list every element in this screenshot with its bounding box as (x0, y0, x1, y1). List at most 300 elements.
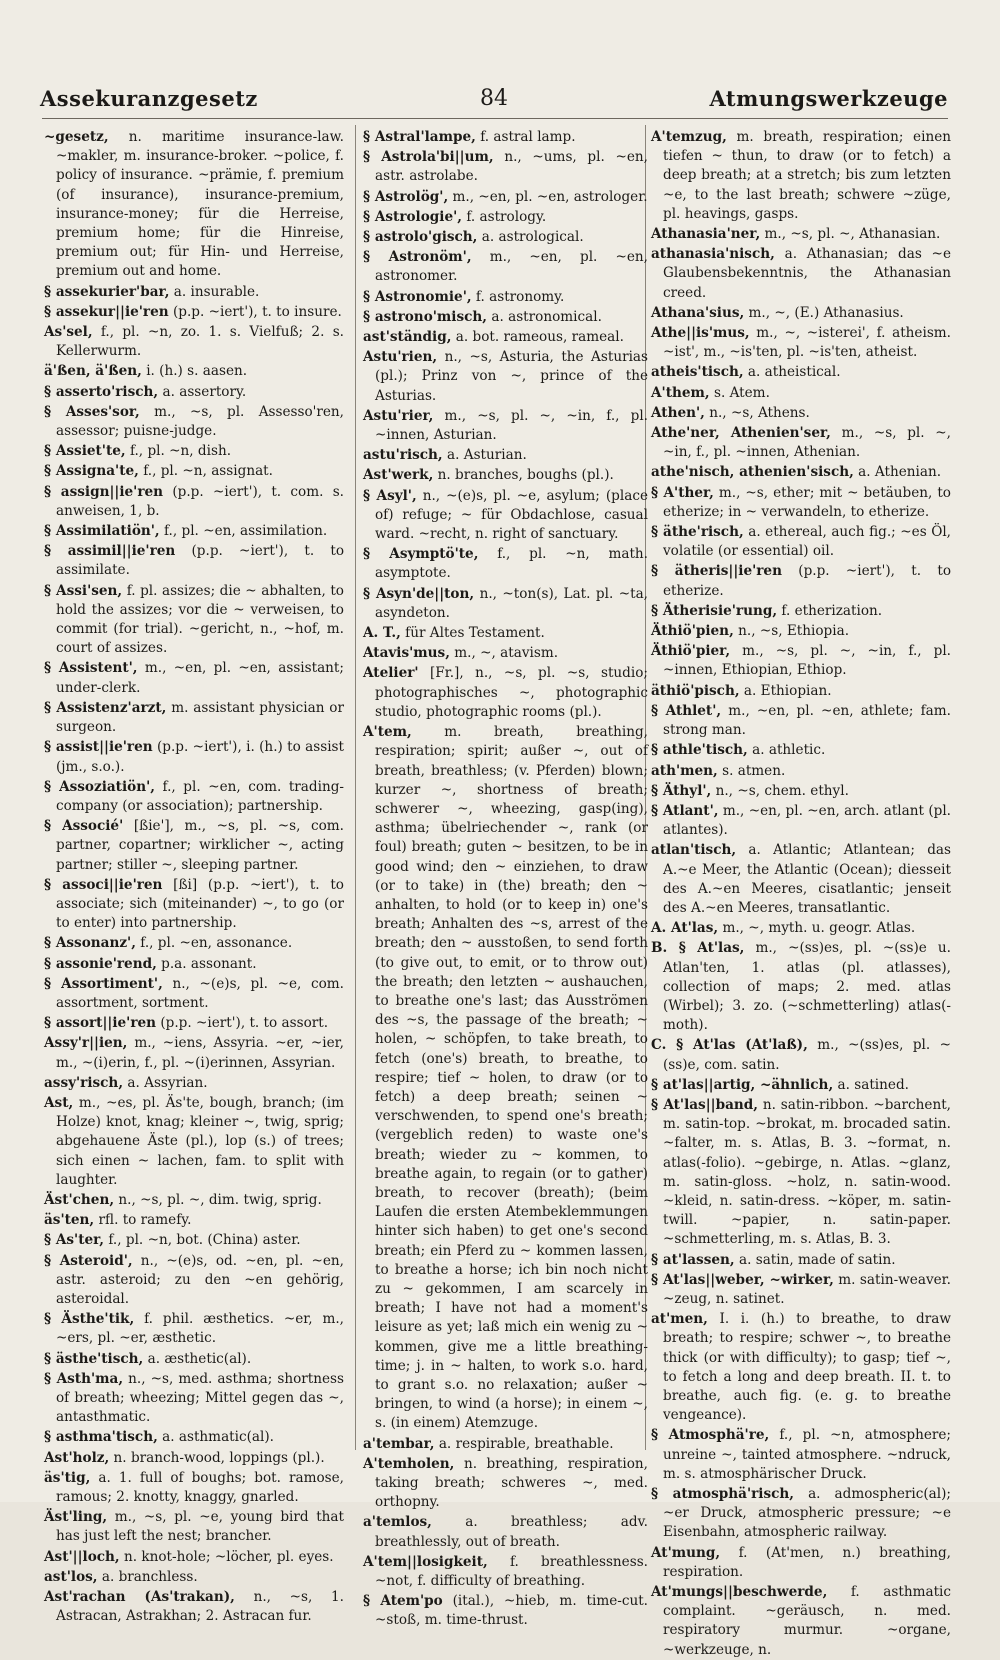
entry-headword: § assist||ie'ren (44, 739, 153, 756)
entry-definition: a. Athenian. (858, 464, 942, 481)
entry-headword: § at'lassen, (651, 1251, 735, 1268)
entry-definition: m., ~, ~isterei', f. atheism. ~ist', m., ~is'ten, pl. ~is'ten, atheist. (663, 325, 952, 361)
entry-headword: § Asses'sor, (44, 403, 140, 420)
entry-definition: n. branch-wood, loppings (pl.). (113, 1449, 325, 1466)
dictionary-entry (651, 1544, 951, 1582)
entry-definition: a. atheistical. (747, 364, 841, 381)
dictionary-entry (44, 1034, 344, 1072)
dictionary-entry (363, 644, 648, 663)
entry-definition: m., ~s, pl. ~, ~in, f., pl. ~innen, Ethiopian, Ethiop. (663, 643, 951, 679)
entry-headword: Äthiö'pien, (651, 623, 734, 640)
dictionary-entry (651, 128, 951, 224)
entry-headword: ath'men, (651, 762, 718, 779)
entry-definition: f., pl. ~en, com. trading-company (or association); partnership. (56, 778, 345, 814)
dictionary-entry (363, 288, 648, 307)
dictionary-entry (651, 741, 951, 760)
entry-definition: n., ~s, med. asthma; shortness of breath; wheezing; Mittel gegen das ~, antasthmatic. (56, 1370, 345, 1426)
entry-headword: a'tembar, (363, 1435, 435, 1452)
entry-definition: m., ~, (E.) Athanasius. (748, 304, 904, 321)
column-divider (355, 125, 356, 1450)
dictionary-entry (44, 128, 344, 282)
entry-definition: f. (At'men, n.) breathing, respiration. (663, 1544, 952, 1580)
entry-definition: [Fr.], n., ~s, pl. ~s, studio; photographisches ~, photographic studio, photographic rooms (pl.). (375, 665, 648, 720)
entry-definition: n., ~s, pl. ~, dim. twig, sprig. (118, 1191, 322, 1208)
dictionary-entry (363, 1435, 648, 1454)
entry-headword: § Assiet'te, (44, 443, 126, 460)
dictionary-entry (651, 1076, 951, 1095)
entry-headword: § Ästhe'tik, (44, 1311, 135, 1328)
dictionary-entry (44, 1310, 344, 1348)
entry-headword: § atmosphä'risch, (651, 1486, 794, 1503)
entry-headword: § Astrolög', (363, 188, 449, 205)
dictionary-entry (44, 442, 344, 461)
entry-headword: § at'las||artig, ~ähnlich, (651, 1076, 834, 1093)
entry-definition: m., ~, atavism. (454, 645, 559, 662)
entry-definition: n., ~(e)s, od. ~en, pl. ~en, astr. asteroid; zu den ~en gehörig, asteroidal. (56, 1252, 344, 1307)
entry-headword: § Astrologie', (363, 208, 462, 225)
entry-definition: (p.p. ~iert'), t. to etherize. (663, 563, 952, 599)
entry-definition: a. satin, made of satin. (738, 1251, 896, 1268)
dictionary-entry (651, 602, 951, 621)
entry-headword: äthiö'pisch, (651, 682, 740, 699)
entry-headword: ast'ständig, (363, 329, 452, 346)
dictionary-entry (44, 303, 344, 322)
entry-definition: f. astronomy. (475, 288, 565, 305)
column-2 (363, 128, 649, 1629)
entry-definition: rfl. to ramefy. (98, 1212, 192, 1229)
dictionary-entry (363, 585, 648, 623)
dictionary-entry (44, 403, 344, 441)
entry-headword: a'temlos, (363, 1514, 432, 1531)
column-3 (651, 128, 952, 1658)
dictionary-entry (363, 466, 648, 485)
entry-headword: assy'risch, (44, 1074, 124, 1091)
entry-headword: ä'ßen, ä'ßen, (44, 363, 142, 380)
entry-definition: a. astronomical. (491, 308, 602, 325)
entry-definition: für Altes Testament. (405, 625, 545, 642)
entry-headword: § Asyn'de||ton, (363, 585, 475, 602)
entry-headword: § At'las||weber, ~wirker, (651, 1271, 834, 1288)
entry-headword: § Ätherisie'rung, (651, 602, 778, 619)
entry-headword: A'them, (651, 384, 710, 401)
entry-headword: ast'los, (44, 1568, 98, 1585)
dictionary-entry (363, 188, 648, 207)
entry-headword: atheis'tisch, (651, 364, 744, 381)
entry-headword: § assign||ie'ren (44, 483, 164, 500)
entry-definition: m., ~s, pl. ~e, young bird that has just left the nest; brancher. (56, 1509, 344, 1545)
dictionary-entry (651, 562, 951, 600)
entry-definition: n. breathing, respiration, taking breath; schweres ~, med. orthopny. (375, 1455, 648, 1511)
entry-headword: § Assigna'te, (44, 463, 139, 480)
dictionary-entry (44, 1548, 344, 1567)
dictionary-entry (44, 659, 344, 697)
entry-definition: a. assertory. (162, 383, 247, 400)
entry-headword: Astu'rier, (363, 407, 434, 424)
dictionary-entry (44, 1074, 344, 1093)
dictionary-entry (363, 248, 648, 286)
dictionary-entry (363, 545, 648, 583)
dictionary-entry (651, 225, 951, 244)
dictionary-entry (651, 1096, 951, 1250)
dictionary-entry (44, 1350, 344, 1369)
entry-definition: m., ~s, ether; mit ~ betäuben, to etherize; in ~ verwandeln, to etherize. (663, 484, 951, 520)
dictionary-entry (44, 975, 344, 1013)
dictionary-entry (44, 1231, 344, 1250)
entry-definition: a. athletic. (752, 742, 826, 759)
entry-headword: § Astronomie', (363, 288, 472, 305)
entry-definition: I. i. (h.) to breathe, to draw breath; to respire; schwer ~, to breathe thick (or with difficulty); to gasp; tief ~, to fetch a long and deep breath. II. t. to breathe, auch fig. (e. g. to breathe vengeance). (663, 1311, 951, 1424)
header-left-guideword: Assekuranzgesetz (40, 86, 258, 111)
entry-definition: [ßi] (p.p. ~iert'), t. to associate; sich (miteinander) ~, to go (or to enter) into partnership. (56, 876, 344, 932)
page-number: 84 (480, 86, 508, 111)
dictionary-entry (651, 424, 951, 462)
entry-headword: § assekurier'bar, (44, 283, 170, 300)
dictionary-entry (651, 762, 951, 781)
entry-definition: f. astrology. (466, 208, 547, 225)
entry-definition: n., ~ums, pl. ~en, astr. astrolabe. (375, 149, 649, 185)
entry-definition: f., pl. ~en, assonance. (140, 935, 293, 952)
entry-definition: m., ~en, pl. ~en, astrologer. (452, 188, 648, 205)
entry-definition: n., ~ton(s), Lat. pl. ~ta, asyndeton. (375, 585, 648, 621)
entry-definition: m. satin-weaver. ~zeug, n. satinet. (663, 1271, 952, 1307)
entry-headword: § As'ter, (44, 1232, 105, 1249)
entry-definition: a. asthmatic(al). (162, 1429, 274, 1446)
entry-headword: äs'tig, (44, 1469, 91, 1486)
entry-headword: Athen', (651, 404, 705, 421)
page-header (40, 86, 948, 118)
entry-headword: § äthe'risch, (651, 524, 744, 541)
entry-definition: m., ~s, pl. ~, ~in, f., pl. ~innen, Athenian. (663, 425, 951, 461)
dictionary-entry (44, 1191, 344, 1210)
entry-headword: § Astronöm', (363, 249, 472, 266)
entry-definition: m., ~s, pl. Assesso'ren, assessor; puisne-judge. (56, 403, 344, 440)
entry-headword: A'tem, (363, 724, 412, 741)
entry-definition: f. pl. assizes; die ~ abhalten, to hold the assizes; vor die ~ verweisen, to commit (for trial). ~gericht, n., ~hof, m. court of assizes. (56, 582, 344, 657)
dictionary-entry (44, 462, 344, 481)
entry-headword: § astrolo'gisch, (363, 229, 478, 246)
dictionary-entry (44, 522, 344, 541)
entry-definition: n. maritime insurance-law. ~makler, m. insurance-broker. ~police, f. policy of insurance. ~prämie, f. premium (of insurance), insurance-premium, insurance-money; für die Herreise, premium home; für die Hinreise, premium out; für Hin- und Herreise, premium out and home. (56, 129, 344, 280)
entry-headword: § A'ther, (651, 484, 714, 501)
entry-definition: m. breath, respiration; einen tiefen ~ thun, to draw (or to fetch) a deep breath; at a stretch; bis zum letzten ~e, to the last breath; schwere ~züge, pl. heavings, gasps. (663, 129, 952, 222)
dictionary-entry (363, 228, 648, 247)
entry-definition: m., ~(ss)es, pl. ~(ss)e, com. satin. (663, 1037, 951, 1073)
dictionary-entry (44, 876, 344, 934)
entry-definition: m. assistant physician or surgeon. (56, 699, 344, 736)
dictionary-entry (44, 1211, 344, 1230)
entry-headword: Äthiö'pier, (651, 643, 731, 660)
entry-definition: m., ~en, pl. ~en, arch. atlant (pl. atlantes). (663, 802, 951, 839)
dictionary-entry (44, 483, 344, 521)
dictionary-entry (363, 148, 648, 186)
dictionary-entry (651, 622, 951, 641)
entry-definition: s. atmen. (722, 762, 786, 779)
header-right-guideword: Atmungswerkzeuge (709, 86, 948, 111)
entry-definition: [ßie'], m., ~s, pl. ~s, com. partner, copartner; wirklicher ~, acting partner; stiller ~, sleeping partner. (56, 818, 345, 873)
entry-definition: n., ~s, Ethiopia. (738, 623, 850, 640)
entry-definition: m., ~s, pl. ~, ~in, f., pl. ~innen, Asturian. (375, 407, 648, 444)
dictionary-entry (651, 523, 951, 561)
entry-headword: A. At'las, (651, 920, 719, 937)
dictionary-entry (651, 245, 951, 303)
dictionary-entry (44, 283, 344, 302)
entry-headword: § asthma'tisch, (44, 1429, 158, 1446)
dictionary-entry (651, 1036, 951, 1074)
dictionary-entry (44, 362, 344, 381)
dictionary-entry (363, 128, 648, 147)
entry-headword: A'tem||losigkeit, (363, 1553, 488, 1570)
entry-definition: (p.p. ~iert'), t. to assort. (160, 1015, 329, 1032)
entry-definition: n., ~(e)s, pl. ~e, asylum; (place of) refuge; ~ für Obdachlose, casual ward. ~recht, n. right of sanctuary. (375, 487, 648, 543)
entry-headword: Äst'ling, (44, 1509, 108, 1526)
dictionary-entry (44, 817, 344, 875)
dictionary-entry (44, 1252, 344, 1310)
entry-definition: f., pl. ~n, zo. 1. s. Vielfuß; 2. s. Kellerwurm. (56, 324, 344, 360)
entry-definition: a. Atlantic; Atlantean; das A.~e Meer, the Atlantic (Ocean); diesseit des A.~en Meeres, cisatlantic; jenseit des A.~en Meeres, transatlantic. (663, 842, 951, 916)
entry-definition: f. phil. æsthetics. ~er, m., ~ers, pl. ~er, æsthetic. (56, 1311, 345, 1347)
dictionary-entry (363, 723, 648, 1434)
entry-definition: f. asthmatic complaint. ~geräusch, n. med. respiratory murmur. ~organe, ~werkzeuge, n. (663, 1584, 951, 1658)
dictionary-entry (363, 407, 648, 445)
entry-headword: § Assortiment', (44, 975, 163, 992)
entry-headword: § astrono'misch, (363, 308, 488, 325)
entry-headword: § Atlant', (651, 802, 719, 819)
entry-definition: m., ~s, pl. ~, Athanasian. (764, 226, 941, 243)
dictionary-entry (44, 778, 344, 816)
entry-headword: A'temzug, (651, 129, 727, 145)
entry-headword: § Astral'lampe, (363, 129, 476, 145)
entry-definition: f., pl. ~n, bot. (China) aster. (108, 1232, 301, 1249)
entry-headword: § Assonanz', (44, 935, 136, 952)
entry-definition: a. insurable. (173, 283, 260, 300)
dictionary-entry (44, 1508, 344, 1546)
entry-definition: a. Assyrian. (127, 1074, 208, 1091)
entry-headword: § Asth'ma, (44, 1370, 124, 1387)
entry-headword: Ast'||loch, (44, 1548, 120, 1565)
entry-headword: A'temholen, (363, 1455, 455, 1472)
entry-headword: äs'ten, (44, 1212, 95, 1229)
dictionary-entry (651, 642, 951, 680)
dictionary-entry (651, 919, 951, 938)
dictionary-entry (44, 582, 344, 659)
dictionary-entry (651, 1310, 951, 1425)
entry-headword: C. § At'las (At'laß), (651, 1037, 808, 1054)
entry-definition: a. Ethiopian. (743, 682, 832, 699)
entry-headword: § Assoziatiön', (44, 778, 155, 795)
dictionary-entry (363, 208, 648, 227)
entry-headword: § athle'tisch, (651, 742, 748, 759)
dictionary-entry (651, 841, 951, 918)
entry-headword: Ast'werk, (363, 467, 434, 484)
entry-definition: f., pl. ~en, assimilation. (164, 523, 328, 540)
entry-headword: astu'risch, (363, 447, 443, 464)
entry-definition: m., ~en, pl. ~en, astronomer. (375, 249, 648, 285)
entry-definition: m., ~(ss)es, pl. ~(ss)e u. Atlan'ten, 1. atlas (pl. atlasses), collection of maps; 2. med. atlas (Wirbel); 3. zo. (~schmetterling) atlas(-moth). (663, 940, 951, 1034)
dictionary-entry (44, 699, 344, 737)
dictionary-entry (651, 802, 951, 840)
entry-headword: § Atmosphä're, (651, 1427, 770, 1444)
entry-definition: f., pl. ~n, math. asymptote. (375, 546, 648, 582)
entry-headword: § Assimilatiön', (44, 523, 160, 540)
dictionary-entry (651, 484, 951, 522)
dictionary-entry (363, 348, 648, 406)
dictionary-entry (363, 1513, 648, 1551)
entry-definition: a. Asturian. (447, 447, 527, 464)
entry-definition: n., ~s, Asturia, the Asturias (pl.); Prinz von ~, prince of the Asturias. (375, 349, 648, 404)
dictionary-entry (363, 1592, 648, 1630)
entry-definition: n., ~s, 1. Astracan, Astrakhan; 2. Astracan fur. (56, 1589, 345, 1625)
entry-headword: Athanasia'ner, (651, 226, 761, 243)
entry-headword: Atavis'mus, (363, 645, 450, 662)
dictionary-entry (651, 702, 951, 740)
dictionary-entry (44, 1568, 344, 1587)
dictionary-entry (651, 463, 951, 482)
entry-definition: m. breath, breathing, respiration; spirit; außer ~, out of breath, breathless; (v. Pferden) blown; kurzer ~, shortness of breath; schwerer ~, wheezing, gasp(ing), asthma; übelriechender ~, rank (or foul) breath; guten ~ besitzen, to be in good wind; den ~ einziehen, to draw (or to take) in (the) breath; den ~ anhalten, to hold (or to keep in) one's breath; Anhalten des ~s, arrest of the breath; den ~ ausstoßen, to send forth (to give out, to emit, or to throw out) the breath; den letzten ~ aushauchen, to breathe one's last; das Ausströmen des ~s, the passage of the breath; ~ holen, ~ schöpfen, to take breath, to fetch (one's) breath, to breathe, to respire; tief ~ holen, to draw (or to fetch) a deep breath; seinen ~ verschwenden, to spend one's breath; (vergeblich reden) to waste one's breath; wieder zu ~ kommen, to breathe again, to regain (or to gather) breath, to recover (breath); (beim Laufen die ersten Atembeklemmungen hinter sich haben) to get one's second breath; ein Pferd zu ~ kommen lassen, to breathe a horse; ich bin noch nicht zu ~ gekommen, I am scarcely in breath; I have not had a moment's leisure as yet; laß mich ein wenig zu ~ kommen, give me a little breathing-time; j. in ~ halten, to work s.o. hard, to grant s.o. no relaxation; außer ~ bringen, to wind (a horse); in einem ~, s. (in einem) Atemzuge. (375, 724, 648, 1432)
entry-headword: § assort||ie'ren (44, 1015, 157, 1032)
entry-definition: i. (h.) s. aasen. (146, 363, 248, 380)
entry-headword: A. T., (363, 625, 401, 642)
dictionary-entry (44, 934, 344, 953)
entry-definition: (p.p. ~iert'), i. (h.) to assist (jm., s.o.). (56, 739, 344, 775)
entry-headword: § ästhe'tisch, (44, 1350, 144, 1367)
dictionary-entry (651, 324, 951, 362)
entry-headword: § At'las||band, (651, 1096, 759, 1113)
column-1 (44, 128, 345, 1625)
dictionary-entry (363, 1553, 648, 1591)
dictionary-entry (363, 328, 648, 347)
dictionary-entry (651, 404, 951, 423)
dictionary-entry (44, 1469, 344, 1507)
dictionary-entry (44, 955, 344, 974)
dictionary-entry (44, 383, 344, 402)
dictionary-entry (44, 1588, 344, 1626)
entry-definition: f. astral lamp. (480, 129, 576, 145)
entry-definition: a. ethereal, auch fig.; ~es Öl, volatile (or essential) oil. (663, 524, 952, 560)
entry-headword: Assy'r||ien, (44, 1035, 128, 1052)
dictionary-entry (651, 1583, 951, 1660)
entry-headword: § associ||ie'ren (44, 876, 163, 893)
entry-definition: f. etherization. (781, 602, 883, 619)
entry-definition: m., ~en, pl. ~en, assistant; under-clerk. (56, 660, 344, 696)
entry-definition: (p.p. ~iert'), t. to insure. (172, 303, 342, 320)
dictionary-entry (651, 1251, 951, 1270)
entry-definition: a. satined. (837, 1076, 909, 1093)
entry-definition: m., ~en, pl. ~en, athlete; fam. strong man. (663, 702, 951, 739)
entry-definition: a. respirable, breathable. (438, 1435, 614, 1452)
entry-headword: athanasia'nisch, (651, 246, 775, 263)
entry-definition: n. satin-ribbon. ~barchent, m. satin-top. ~brokat, m. brocaded satin. ~falter, m. s. Atlas, B. 3. ~format, n. atlas(-folio). ~gebirge, n. Atlas. ~glanz, m. satin-gloss. ~holz, n. satin-wood. ~kleid, n. satin-dress. ~köper, m. satin-twill. ~papier, n. satin-paper. ~schmetterling, m. s. Atlas, B. 3. (663, 1096, 951, 1248)
entry-headword: atlan'tisch, (651, 842, 737, 859)
entry-headword: Äst'chen, (44, 1191, 115, 1208)
dictionary-entry (44, 542, 344, 580)
entry-headword: At'mungs||beschwerde, (651, 1584, 828, 1601)
entry-headword: Athe'ner, Athenien'ser, (651, 425, 831, 442)
dictionary-entry (363, 1455, 648, 1513)
entry-headword: Athe||is'mus, (651, 325, 750, 342)
entry-definition: p.a. assonant. (161, 955, 257, 972)
entry-definition: a. Athanasian; das ~e Glaubensbekenntnis, the Athanasian creed. (663, 246, 951, 301)
dictionary-entry (363, 664, 648, 722)
entry-definition: n. branches, boughs (pl.). (437, 467, 614, 484)
entry-headword: § Assi'sen, (44, 582, 123, 599)
dictionary-entry (651, 1485, 951, 1543)
entry-headword: § Äthyl', (651, 782, 712, 799)
entry-definition: s. Atem. (713, 384, 770, 401)
dictionary-entry (651, 939, 951, 1035)
dictionary-entry (651, 782, 951, 801)
dictionary-entry (44, 738, 344, 776)
entry-definition: n., ~s, Athens. (709, 404, 810, 421)
entry-definition: (p.p. ~iert'), t. to assimilate. (56, 543, 345, 579)
entry-headword: § Asteroid', (44, 1252, 133, 1269)
entry-definition: a. admospheric(al); ~er Druck, atmospheric pressure; ~e Eisenbahn, atmospheric railway. (663, 1486, 951, 1541)
dictionary-entry (651, 682, 951, 701)
entry-headword: § Atem'po (363, 1593, 443, 1610)
header-rule (42, 118, 948, 119)
entry-headword: § Athlet', (651, 702, 722, 719)
dictionary-entry (44, 1094, 344, 1190)
dictionary-entry (44, 1428, 344, 1447)
entry-headword: § Assistent', (44, 660, 138, 677)
entry-headword: B. § At'las, (651, 940, 745, 957)
entry-definition: f., pl. ~n, assignat. (143, 463, 273, 480)
dictionary-entry (363, 308, 648, 327)
entry-definition: a. astrological. (481, 229, 584, 246)
dictionary-entry (651, 384, 951, 403)
entry-headword: § ätheris||ie'ren (651, 563, 782, 580)
entry-definition: a. branchless. (101, 1568, 198, 1585)
entry-headword: As'sel, (44, 324, 93, 341)
entry-headword: Athana'sius, (651, 304, 745, 321)
dictionary-entry (651, 363, 951, 382)
entry-headword: § Asyl', (363, 487, 417, 504)
entry-headword: § Assistenz'arzt, (44, 699, 167, 716)
entry-definition: a. breathless; adv. breathlessly, out of breath. (375, 1514, 648, 1550)
entry-headword: § assimil||ie'ren (44, 543, 176, 560)
dictionary-entry (651, 1426, 951, 1484)
entry-headword: § assekur||ie'ren (44, 303, 169, 320)
dictionary-entry (651, 304, 951, 323)
entry-definition: f., pl. ~n, atmosphere; unreine ~, tainted atmosphere. ~ndruck, m. s. atmosphärischer Druck. (663, 1427, 951, 1482)
entry-definition: f., pl. ~n, dish. (129, 443, 232, 460)
entry-headword: § Asymptö'te, (363, 546, 479, 563)
dictionary-entry (44, 323, 344, 361)
entry-definition: (ital.), ~hieb, m. time-cut. ~stoß, m. time-thrust. (375, 1593, 648, 1629)
dictionary-entry (363, 446, 648, 465)
entry-headword: § assonie'rend, (44, 955, 157, 972)
entry-definition: n. knot-hole; ~löcher, pl. eyes. (123, 1548, 334, 1565)
entry-headword: Astu'rien, (363, 349, 438, 366)
dictionary-entry (44, 1449, 344, 1468)
dictionary-entry (44, 1014, 344, 1033)
entry-definition: a. æsthetic(al). (147, 1350, 252, 1367)
entry-headword: Ast'rachan (As'trakan), (44, 1589, 235, 1606)
entry-definition: n., ~(e)s, pl. ~e, com. assortment, sortment. (56, 975, 345, 1011)
entry-definition: a. 1. full of boughs; bot. ramose, ramous; 2. knotty, knaggy, gnarled. (56, 1469, 344, 1506)
entry-headword: Atelier' (363, 665, 419, 682)
entry-headword: Ast, (44, 1094, 74, 1111)
entry-headword: at'men, (651, 1311, 708, 1328)
entry-definition: a. bot. rameous, rameal. (455, 329, 624, 346)
entry-headword: § Astrola'bi||um, (363, 149, 494, 166)
entry-definition: f. breathlessness. ~not, f. difficulty of breathing. (375, 1553, 648, 1590)
dictionary-entry (44, 1370, 344, 1428)
entry-headword: athe'nisch, athenien'sisch, (651, 464, 854, 481)
entry-definition: m., ~es, pl. Äs'te, bough, branch; (im Holze) knot, knag; kleiner ~, twig, sprig; abgehauene Äste (pl.), lop (s.) of trees; sich einen ~ lachen, fam. to split with laughter. (56, 1094, 344, 1188)
entry-headword: At'mung, (651, 1544, 721, 1561)
entry-headword: ~gesetz, (44, 129, 109, 145)
dictionary-entry (651, 1271, 951, 1309)
